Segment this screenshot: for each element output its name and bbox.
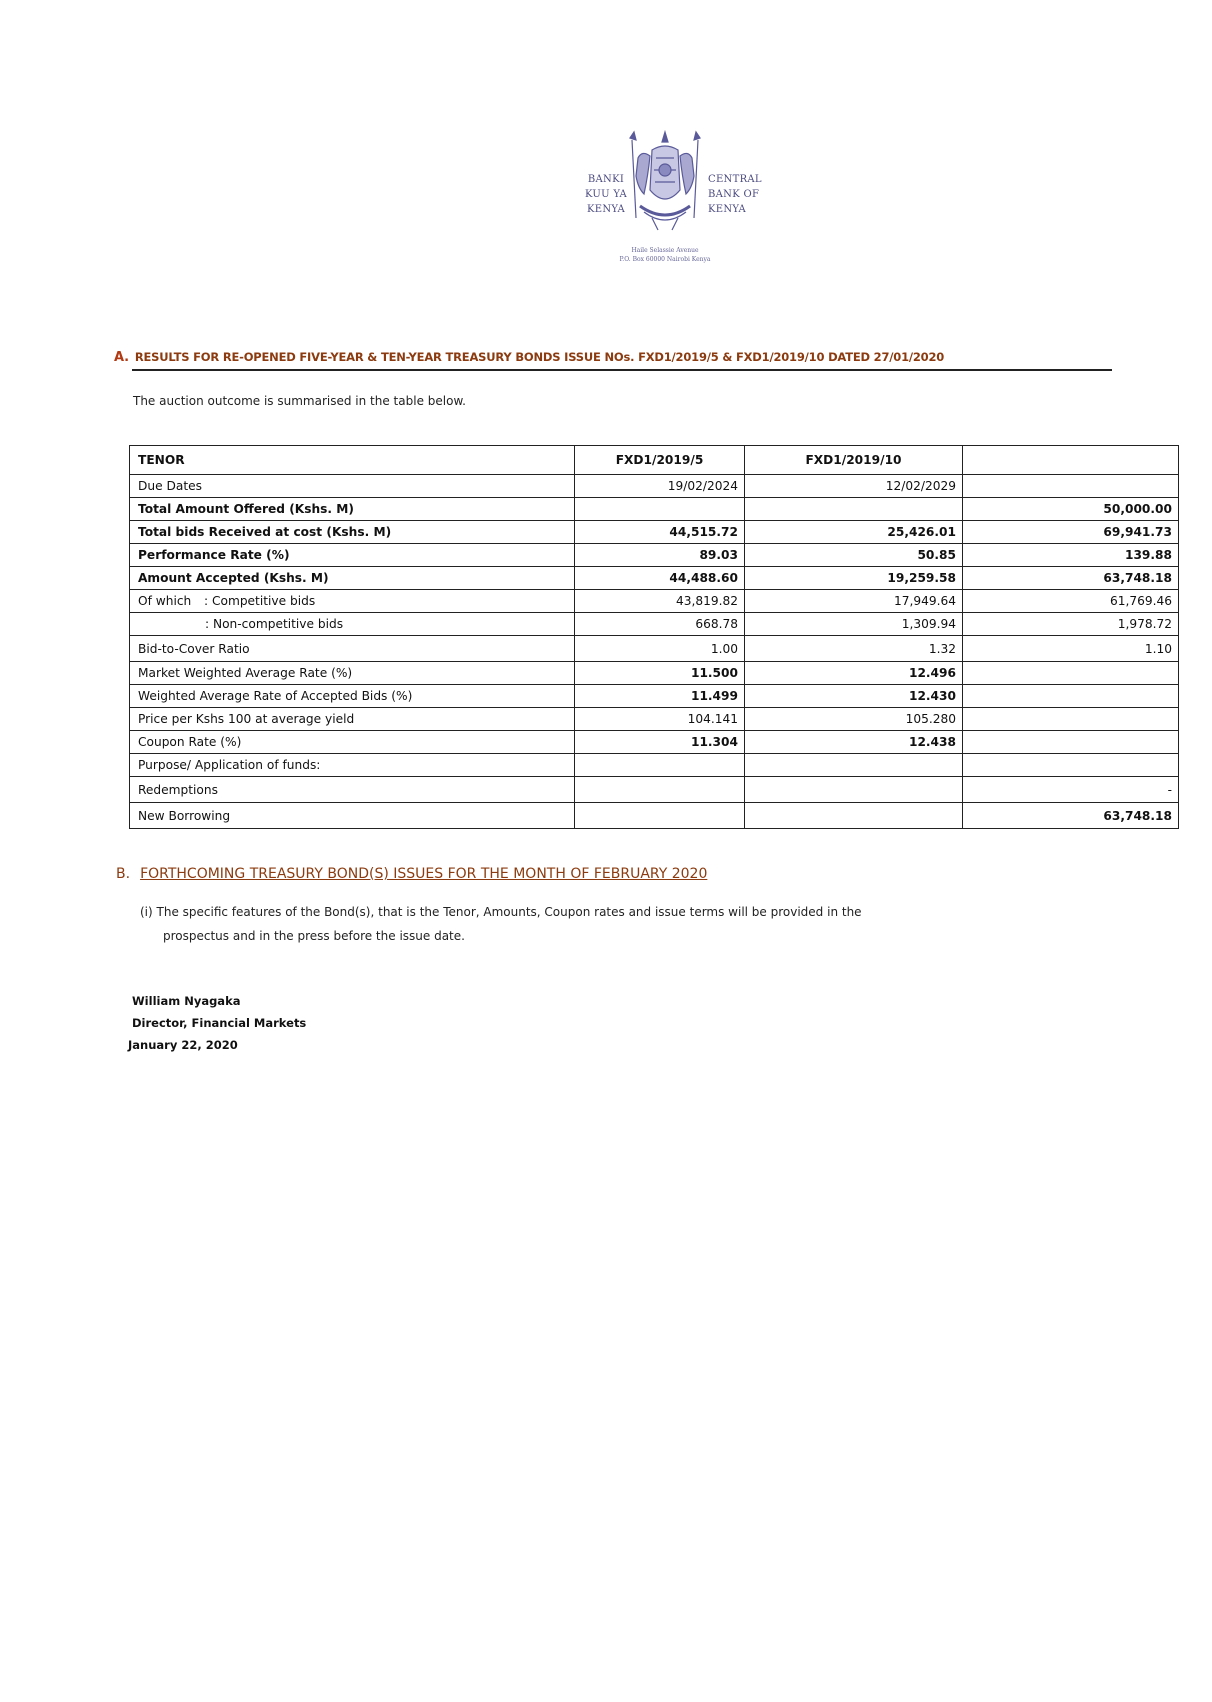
letterhead-address: Haile Selassie Avenue P.O. Box 60000 Nairobi Kenya bbox=[619, 247, 711, 263]
table-cell: 19/02/2024 bbox=[575, 475, 745, 498]
letterhead bbox=[0, 128, 1212, 278]
heading-divider bbox=[132, 369, 1112, 371]
section-b-title: FORTHCOMING TREASURY BOND(S) ISSUES FOR THE MONTH OF FEBRUARY 2020 bbox=[140, 866, 708, 882]
table-cell bbox=[745, 777, 963, 803]
table-cell bbox=[745, 754, 963, 777]
table-cell bbox=[963, 754, 1179, 777]
table-cell: 1.10 bbox=[963, 636, 1179, 662]
table-cell: Performance Rate (%) bbox=[130, 544, 575, 567]
table-cell: 105.280 bbox=[745, 708, 963, 731]
table-cell: 11.500 bbox=[575, 662, 745, 685]
table-cell bbox=[575, 803, 745, 829]
table-cell: Weighted Average Rate of Accepted Bids (%) bbox=[130, 685, 575, 708]
table-cell: 43,819.82 bbox=[575, 590, 745, 613]
table-cell: 11.304 bbox=[575, 731, 745, 754]
competitive-bids-label: : Competitive bids bbox=[204, 594, 316, 608]
table-row bbox=[130, 685, 1179, 708]
table-cell: Bid-to-Cover Ratio bbox=[130, 636, 575, 662]
table-row bbox=[130, 636, 1179, 662]
table-cell: Price per Kshs 100 at average yield bbox=[130, 708, 575, 731]
table-cell: Coupon Rate (%) bbox=[130, 731, 575, 754]
signature-date: January 22, 2020 bbox=[128, 1038, 238, 1052]
table-cell: 63,748.18 bbox=[963, 803, 1179, 829]
table-row bbox=[130, 731, 1179, 754]
table-cell: 69,941.73 bbox=[963, 521, 1179, 544]
table-header-cell: FXD1/2019/5 bbox=[575, 446, 745, 475]
letterhead-swahili-name: BANKI KUU YA KENYA bbox=[585, 174, 627, 215]
table-cell: Redemptions bbox=[130, 777, 575, 803]
table-cell: 50,000.00 bbox=[963, 498, 1179, 521]
table-cell: 104.141 bbox=[575, 708, 745, 731]
table-row bbox=[130, 803, 1179, 829]
table-cell: 89.03 bbox=[575, 544, 745, 567]
table-cell: : Non-competitive bids bbox=[130, 613, 575, 636]
section-a-heading: A. RESULTS FOR RE-OPENED FIVE-YEAR & TEN-YEAR TREASURY BONDS ISSUE NOs. FXD1/2019/5 & FXD1/2019/10 DATED 27/01/2020 bbox=[114, 350, 945, 365]
results-table bbox=[129, 445, 1179, 829]
table-row bbox=[130, 754, 1179, 777]
table-cell: New Borrowing bbox=[130, 803, 575, 829]
table-cell bbox=[963, 685, 1179, 708]
table-cell: 1,309.94 bbox=[745, 613, 963, 636]
table-cell: 12/02/2029 bbox=[745, 475, 963, 498]
table-cell: 1.00 bbox=[575, 636, 745, 662]
table-cell: Total bids Received at cost (Kshs. M) bbox=[130, 521, 575, 544]
table-row bbox=[130, 590, 1179, 613]
table-header-cell bbox=[963, 446, 1179, 475]
table-cell bbox=[745, 498, 963, 521]
table-cell: Total Amount Offered (Kshs. M) bbox=[130, 498, 575, 521]
table-cell: 1,978.72 bbox=[963, 613, 1179, 636]
intro-text: The auction outcome is summarised in the table below. bbox=[133, 394, 466, 408]
table-cell bbox=[575, 777, 745, 803]
table-cell: Due Dates bbox=[130, 475, 575, 498]
table-cell: 61,769.46 bbox=[963, 590, 1179, 613]
table-header-row bbox=[130, 446, 1179, 475]
table-cell bbox=[130, 590, 575, 613]
table-cell: 668.78 bbox=[575, 613, 745, 636]
table-row bbox=[130, 544, 1179, 567]
table-cell bbox=[575, 754, 745, 777]
table-cell bbox=[963, 731, 1179, 754]
table-cell: - bbox=[963, 777, 1179, 803]
table-header-cell: FXD1/2019/10 bbox=[745, 446, 963, 475]
table-cell: 1.32 bbox=[745, 636, 963, 662]
table-cell: Amount Accepted (Kshs. M) bbox=[130, 567, 575, 590]
section-a-title: RESULTS FOR RE-OPENED FIVE-YEAR & TEN-YEAR TREASURY BONDS ISSUE NOs. FXD1/2019/5 & FXD1/2019/10 DATED 27/01/2020 bbox=[134, 350, 945, 364]
table-row bbox=[130, 475, 1179, 498]
table-cell: 44,515.72 bbox=[575, 521, 745, 544]
table-header-cell: TENOR bbox=[130, 446, 575, 475]
table-cell: Market Weighted Average Rate (%) bbox=[130, 662, 575, 685]
table-cell: 12.430 bbox=[745, 685, 963, 708]
table-cell: 11.499 bbox=[575, 685, 745, 708]
table-row bbox=[130, 777, 1179, 803]
table-cell: 44,488.60 bbox=[575, 567, 745, 590]
table-row bbox=[130, 708, 1179, 731]
signature-block bbox=[128, 990, 307, 1056]
table-cell: 139.88 bbox=[963, 544, 1179, 567]
table-cell: 25,426.01 bbox=[745, 521, 963, 544]
signatory-role: Director, Financial Markets bbox=[132, 1016, 307, 1030]
coat-of-arms-icon bbox=[622, 128, 708, 236]
table-cell: Purpose/ Application of funds: bbox=[130, 754, 575, 777]
table-cell bbox=[745, 803, 963, 829]
table-cell bbox=[963, 475, 1179, 498]
table-cell bbox=[575, 498, 745, 521]
table-cell: 19,259.58 bbox=[745, 567, 963, 590]
table-cell: 17,949.64 bbox=[745, 590, 963, 613]
table-cell: 12.438 bbox=[745, 731, 963, 754]
section-b-heading: B. FORTHCOMING TREASURY BOND(S) ISSUES FOR THE MONTH OF FEBRUARY 2020 bbox=[116, 866, 708, 882]
table-cell bbox=[963, 708, 1179, 731]
table-cell: 63,748.18 bbox=[963, 567, 1179, 590]
table-row bbox=[130, 567, 1179, 590]
letterhead-english-name: CENTRAL BANK OF KENYA bbox=[708, 174, 762, 215]
table-row bbox=[130, 498, 1179, 521]
table-cell bbox=[963, 662, 1179, 685]
table-cell: 12.496 bbox=[745, 662, 963, 685]
table-row bbox=[130, 662, 1179, 685]
table-row bbox=[130, 613, 1179, 636]
paragraph-line: prospectus and in the press before the issue date. bbox=[163, 929, 465, 943]
of-which-label: Of which bbox=[138, 594, 192, 608]
table-row bbox=[130, 521, 1179, 544]
paragraph-line: (i) The specific features of the Bond(s), that is the Tenor, Amounts, Coupon rates and issue terms will be provided in the bbox=[140, 905, 862, 919]
table-cell: 50.85 bbox=[745, 544, 963, 567]
section-b-paragraph bbox=[140, 900, 940, 948]
signatory-name: William Nyagaka bbox=[132, 994, 241, 1008]
